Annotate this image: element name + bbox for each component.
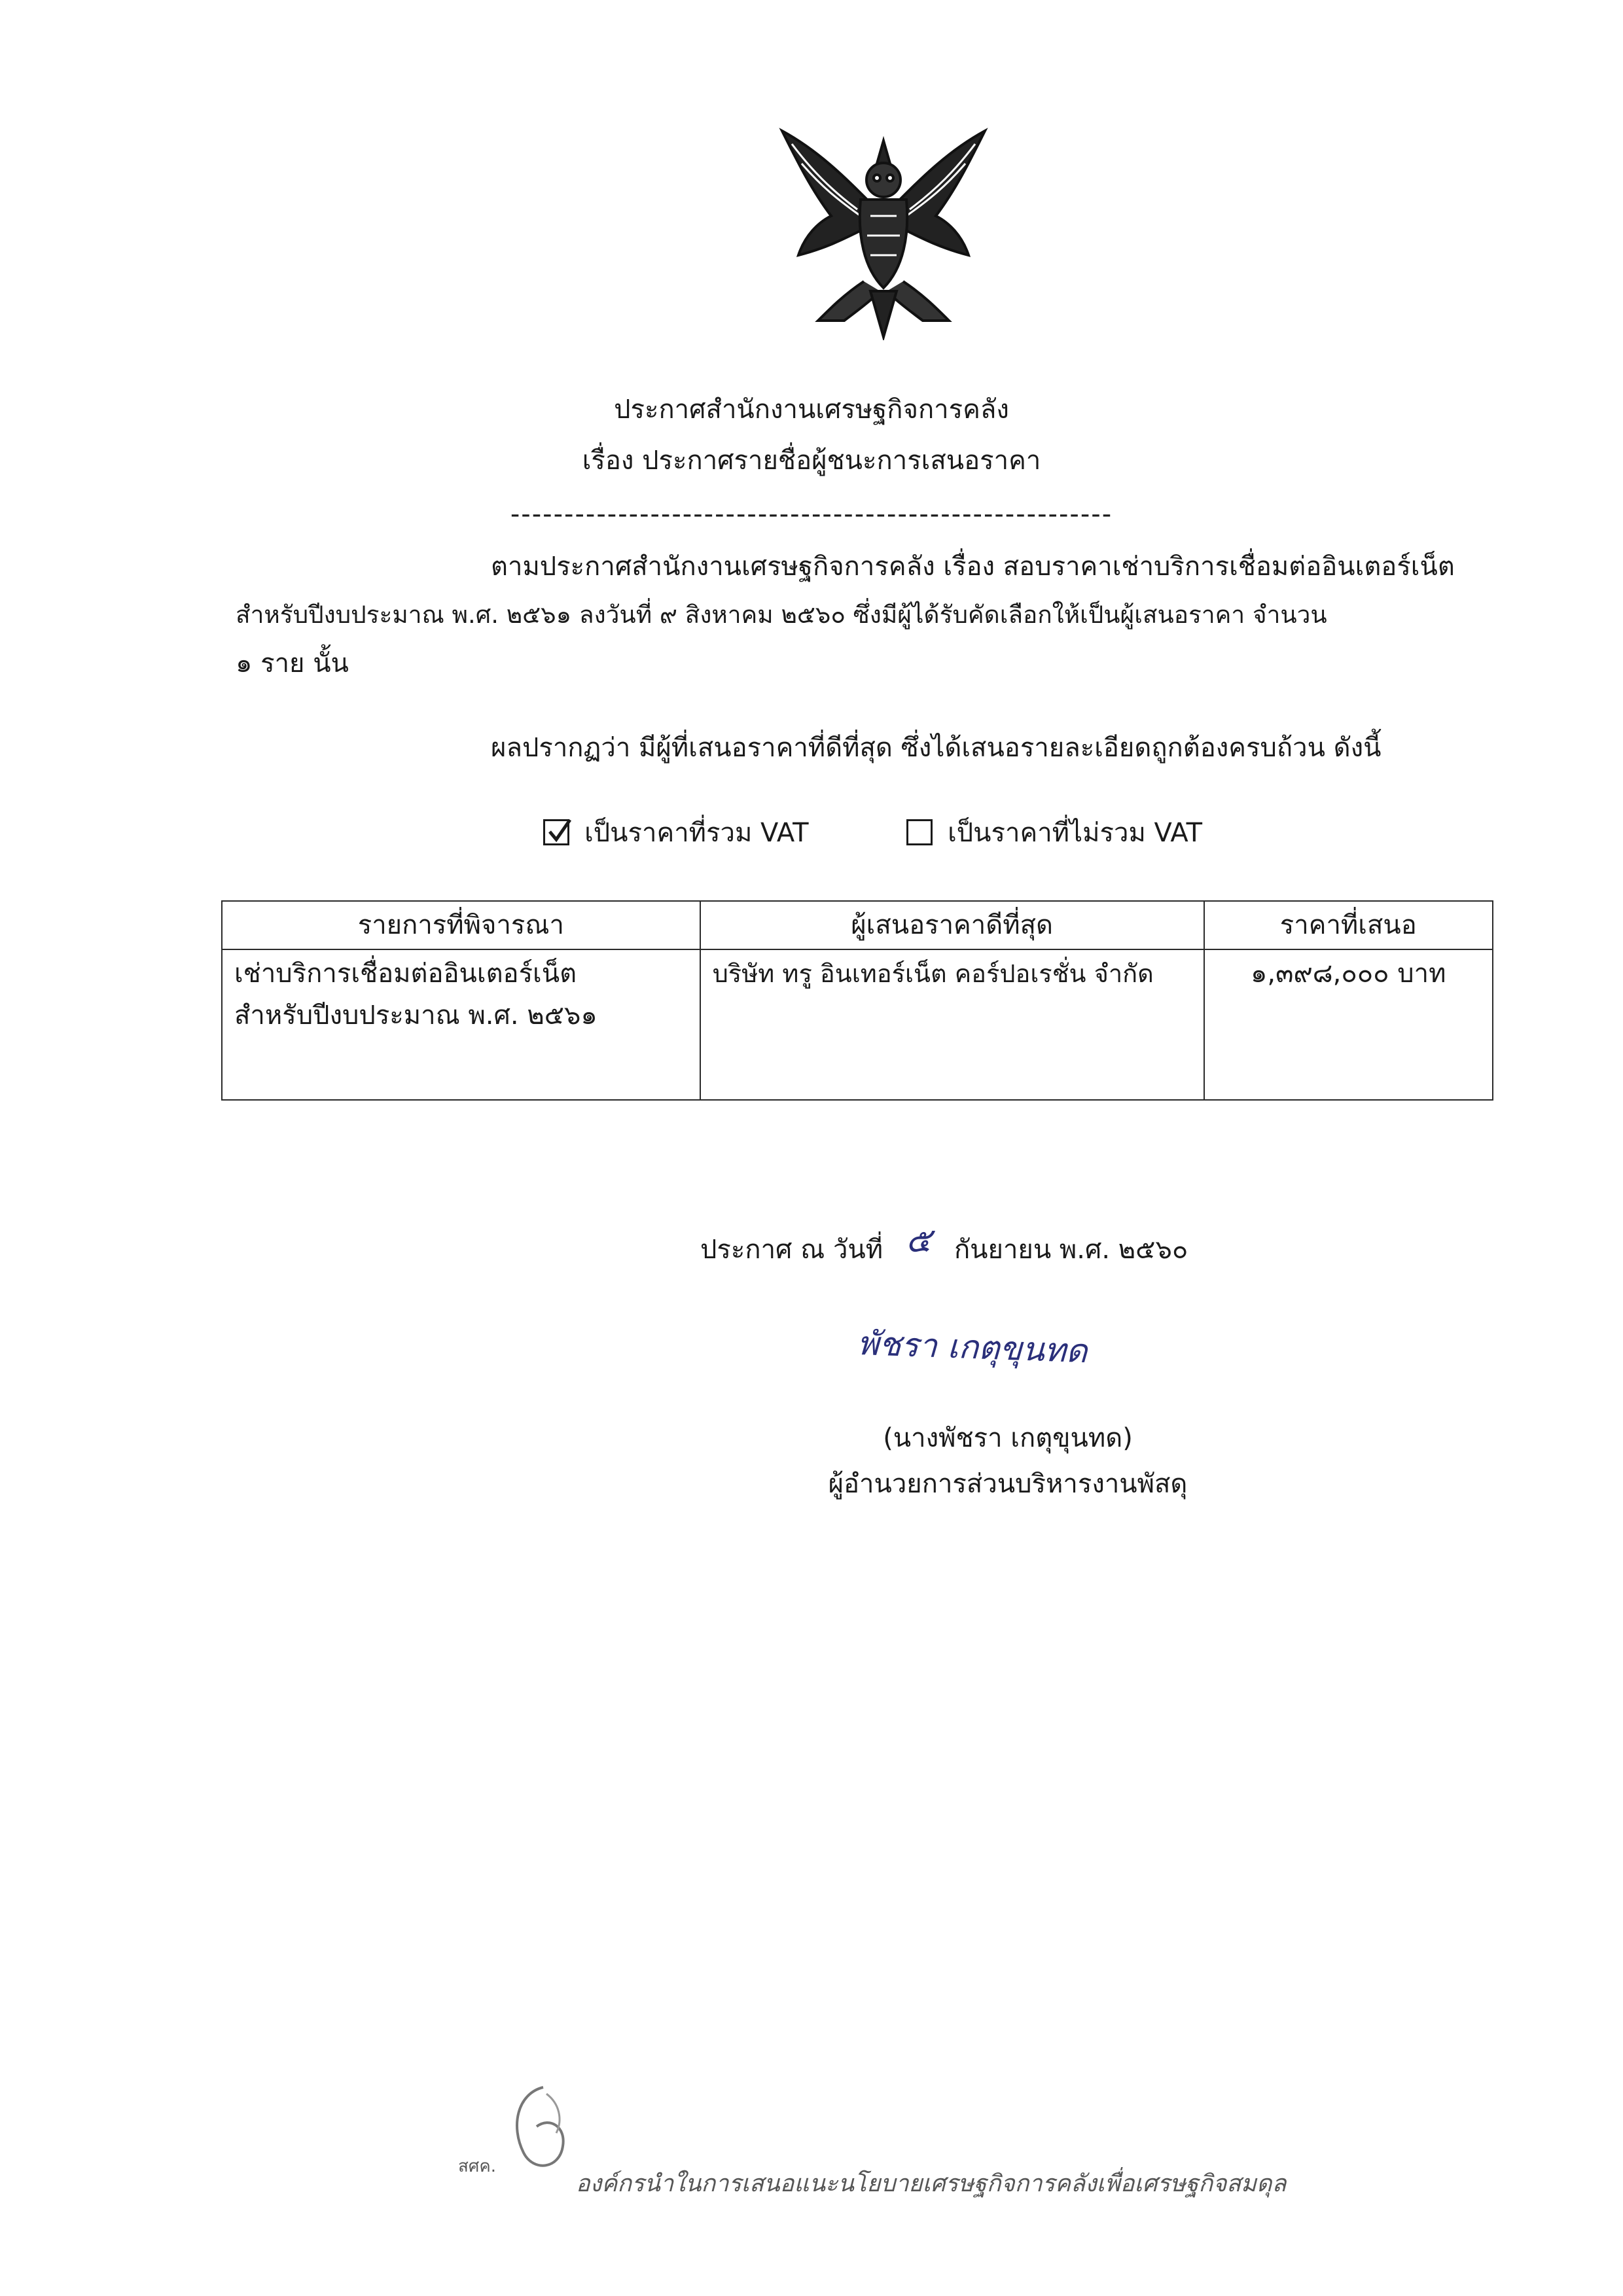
vat-included-option[interactable]: [543, 811, 809, 853]
cell-item: [222, 949, 700, 1100]
vat-included-checkbox[interactable]: [543, 819, 569, 845]
signer-name: (นางพัชรา เกตุขุนทด): [883, 1423, 1133, 1453]
table-row: [222, 949, 1493, 1100]
signature: พัชรา เกตุขุนทด: [857, 1324, 1088, 1371]
date-suffix: กันยายน พ.ศ. ๒๕๖๐: [954, 1235, 1188, 1265]
cell-price: ๑,๓๙๘,๐๐๐ บาท: [1204, 949, 1493, 1100]
date-day: ๕: [905, 1221, 932, 1260]
document-title: ประกาศสำนักงานเศรษฐกิจการคลัง: [614, 395, 1009, 425]
footer-tagline: องค์กรนำในการเสนอแนะนโยบายเศรษฐกิจการคลังเพื่อเศรษฐกิจสมดุล: [576, 2170, 1287, 2197]
signer-position: ผู้อำนวยการส่วนบริหารงานพัสดุ: [828, 1469, 1188, 1499]
garuda-emblem: [772, 124, 995, 340]
results-table: [221, 900, 1493, 1101]
body-paragraph-1-line-1: ตามประกาศสำนักงานเศรษฐกิจการคลัง เรื่อง สอบราคาเช่าบริการเชื่อมต่ออินเตอร์เน็ต: [491, 552, 1455, 582]
ministry-logo-icon: [497, 2081, 576, 2179]
header-price: ราคาที่เสนอ: [1204, 901, 1493, 949]
vat-excluded-label: เป็นราคาที่ไม่รวม VAT: [948, 818, 1203, 848]
footer-logo-text: สศค.: [458, 2157, 497, 2176]
item-line-1: เช่าบริการเชื่อมต่ออินเตอร์เน็ต: [234, 959, 577, 989]
table-header-row: [222, 901, 1493, 949]
header-item: รายการที่พิจารณา: [222, 901, 700, 949]
cell-bidder: บริษัท ทรู อินเทอร์เน็ต คอร์ปอเรชั่น จำกัด: [700, 949, 1204, 1100]
announcement-date: [700, 1221, 1188, 1268]
document-subject: เรื่อง ประกาศรายชื่อผู้ชนะการเสนอราคา: [582, 446, 1041, 476]
vat-included-label: เป็นราคาที่รวม VAT: [584, 818, 809, 848]
body-paragraph-2: ผลปรากฏว่า มีผู้ที่เสนอราคาที่ดีที่สุด ซึ่งได้เสนอรายละเอียดถูกต้องครบถ้วน ดังนี้: [491, 733, 1382, 763]
title-separator: --------------------------------------------------------: [510, 499, 1113, 529]
vat-excluded-option[interactable]: [906, 811, 1202, 853]
date-prefix: ประกาศ ณ วันที่: [700, 1235, 883, 1265]
body-paragraph-1-line-3: ๑ ราย นั้น: [236, 648, 349, 679]
vat-excluded-checkbox[interactable]: [906, 819, 933, 845]
check-icon: [546, 817, 573, 846]
header-bidder: ผู้เสนอราคาดีที่สุด: [700, 901, 1204, 949]
item-line-2: สำหรับปีงบประมาณ พ.ศ. ๒๕๖๑: [234, 1000, 597, 1031]
body-paragraph-1-line-2: สำหรับปีงบประมาณ พ.ศ. ๒๕๖๑ ลงวันที่ ๙ สิงหาคม ๒๕๖๐ ซึ่งมีผู้ได้รับคัดเลือกให้เป็นผู้เสนอราคา จำนวน: [236, 601, 1327, 629]
